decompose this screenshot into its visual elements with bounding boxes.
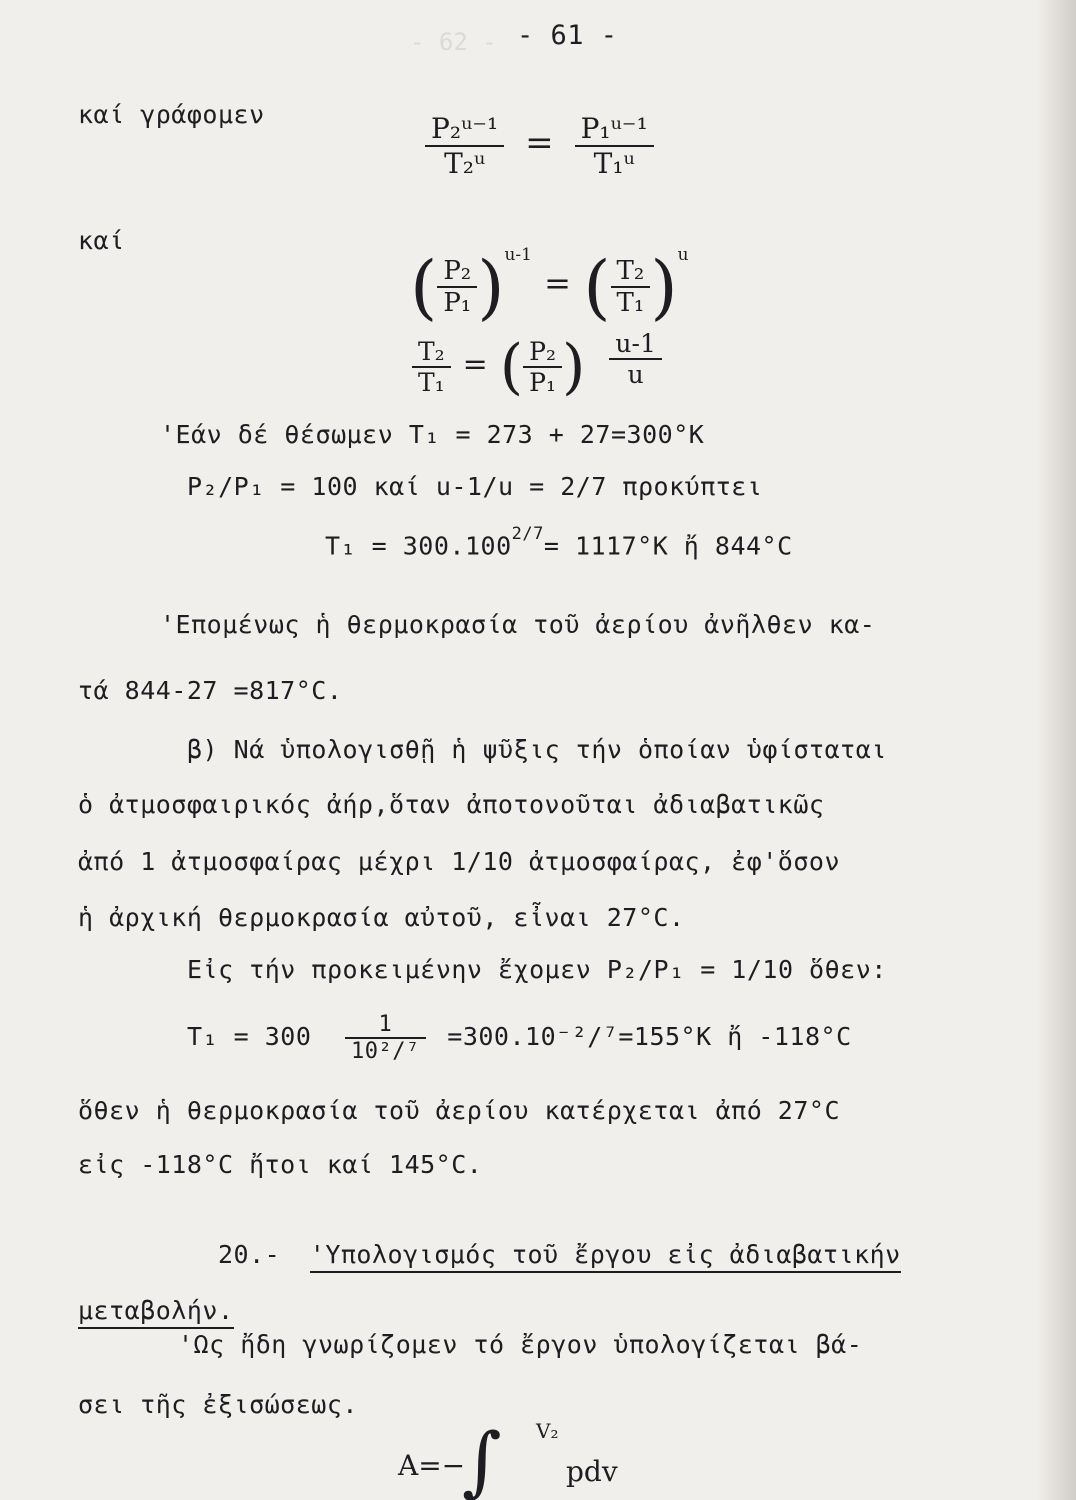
text-line-8: β) Νά ὑπολογισθῇ ἡ ψῦξις τήν ὁποίαν ὑφίσταται <box>187 735 887 764</box>
t1-cold-denominator: 10²/⁷ <box>350 1039 420 1064</box>
eq1-right-denominator: T₁ᵘ <box>593 147 635 180</box>
section-heading <box>218 1240 901 1269</box>
eq2-fraction-t <box>611 256 651 318</box>
text-line-2: καί <box>78 226 125 255</box>
eq2-t-numerator: T₂ <box>616 256 645 286</box>
text-line-15: εἰς -118°C ἤτοι καί 145°C. <box>78 1150 483 1179</box>
text-line-4: P₂/P₁ = 100 καί u-1/u = 2/7 προκύπτει <box>187 472 763 501</box>
eq1-right-fraction <box>575 112 654 180</box>
text-line-11: ἡ ἀρχική θερμοκρασία αὐτοῦ, εἶναι 27°C. <box>78 903 685 932</box>
text-line-14: ὅθεν ἡ θερμοκρασία τοῦ ἀερίου κατέρχεται ἀπό 27°C <box>78 1096 841 1125</box>
section-title-continued <box>78 1296 234 1325</box>
integrand: pdv <box>566 1455 618 1488</box>
t1-cold-result: =300.10⁻²/⁷=155°K ἤ -118°C <box>447 1022 852 1051</box>
text-line-6: 'Επομένως ἡ θερμοκρασία τοῦ ἀερίου ἀνῆλθεν κα- <box>160 610 876 639</box>
equation-1 <box>425 112 654 180</box>
eq1-equals: = <box>525 122 554 163</box>
eq3-p-numerator: P₂ <box>529 337 557 366</box>
t1-expression: T₁ = 300.100 <box>325 531 512 561</box>
eq2-p-denominator: P₁ <box>443 288 472 318</box>
eq3-t-numerator: T₂ <box>418 337 445 366</box>
eq3-left-fraction <box>412 337 451 397</box>
text-line-7: τά 844-27 =817°C. <box>78 676 343 705</box>
eq2-exponent: u-1 <box>504 244 532 265</box>
t1-exponent: 2/7 <box>511 524 544 544</box>
t1-result: = 1117°K ἤ 844°C <box>543 531 793 561</box>
page-number: - 61 - <box>517 20 618 51</box>
eq1-left-fraction <box>425 112 504 180</box>
eq1-left-numerator: P₂ᵘ⁻¹ <box>431 112 499 145</box>
integral-sign: ∫ <box>462 1416 502 1500</box>
section-title: 'Υπολογισμός τοῦ ἔργου εἰς ἀδιαβατικήν <box>310 1240 901 1273</box>
text-line-1: καί γράφομεν <box>78 100 265 129</box>
equation-2: ( $\frac{\text{P₂}}{\text{P₁}}$ )$^{u-1}$ = ( $\frac{\text{T₂}}{\text{T₁}}$ )$^u$ <box>410 244 689 328</box>
eq3-fraction-p <box>523 337 562 397</box>
t1-cold-lhs: T₁ = 300 <box>187 1022 312 1051</box>
eq3-t-denominator: T₁ <box>418 368 445 397</box>
equation-3: $\frac{\text{T₂}}{\text{T₁}}$ = ( $\frac{\text{P₂}}{\text{P₁}}$ ) $\frac{u-1}{u}$ <box>412 332 662 402</box>
text-line-13 <box>187 1012 852 1064</box>
eq3-p-denominator: P₁ <box>529 368 557 397</box>
text-line-3: 'Εάν δέ θέσωμεν T₁ = 273 + 27=300°K <box>160 420 705 449</box>
work-lhs: A=− <box>398 1449 466 1482</box>
text-line-9: ὁ ἀτμοσφαιρικός ἀήρ,ὅταν ἀποτονοῦται ἀδιαβατικῶς <box>78 790 825 819</box>
text-line-19: σει τῆς ἐξισώσεως. <box>78 1390 358 1419</box>
section-number: 20.- <box>218 1240 281 1269</box>
eq2-fraction-p <box>437 256 477 318</box>
t1-cold-numerator: 1 <box>378 1012 393 1037</box>
text-line-12: Εἰς τήν προκειμένην ἔχομεν P₂/P₁ = 1/10 ὅθεν: <box>187 955 887 984</box>
bleed-through-page-number: - 62 - <box>410 28 497 56</box>
eq1-left-denominator: T₂ᵘ <box>444 147 486 180</box>
eq2-p-numerator: P₂ <box>443 256 472 286</box>
eq3-exponent-numerator: u-1 <box>615 329 656 358</box>
t1-cold-fraction <box>345 1012 426 1064</box>
integral-upper-limit: V₂ <box>536 1419 559 1443</box>
eq3-exponent-denominator: u <box>627 360 644 389</box>
eq3-exponent-fraction <box>609 329 661 389</box>
section-title-end: μεταβολήν. <box>78 1296 234 1329</box>
eq1-right-numerator: P₁ᵘ⁻¹ <box>580 112 648 145</box>
text-line-10: ἀπό 1 ἀτμοσφαίρας μέχρι 1/10 ἀτμοσφαίρας, ἐφ'ὅσον <box>78 847 841 876</box>
eq2-exponent-2: u <box>677 244 689 265</box>
text-line-5 <box>325 524 793 561</box>
eq2-t-denominator: T₁ <box>616 288 645 318</box>
text-line-18: 'Ως ἤδη γνωρίζομεν τό ἔργον ὑπολογίζεται βά- <box>178 1330 863 1359</box>
